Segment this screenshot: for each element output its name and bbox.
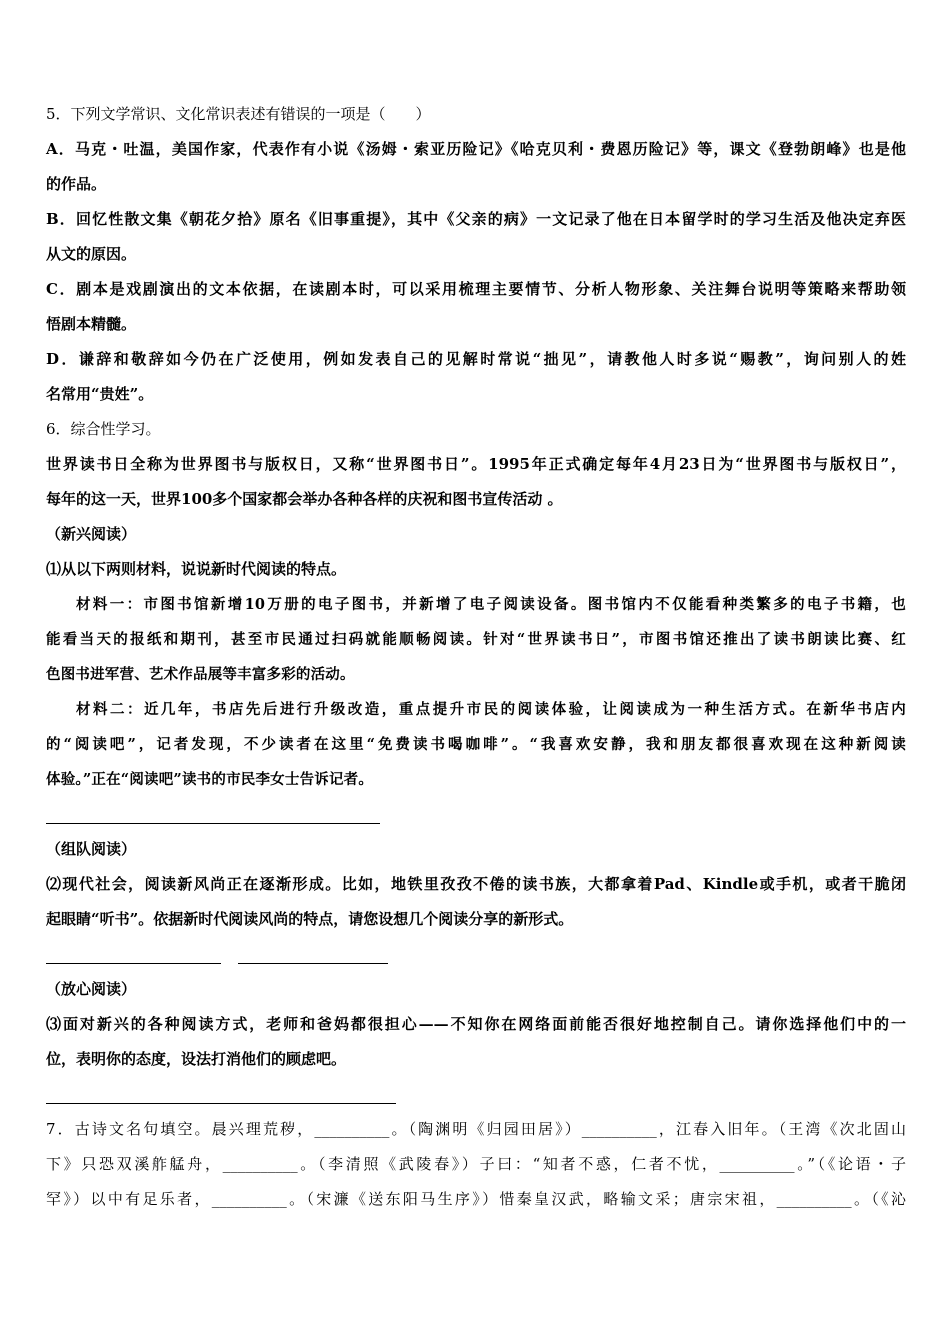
q6-sub3-line2: 位，表明你的态度，设法打消他们的顾虑吧。 — [46, 1050, 347, 1068]
option-d-text: 谦辞和敬辞如今仍在广泛使用，例如发表自己的见解时常说“拙见”，请教他人时多说“赐教”，询问别人的姓 — [78, 350, 906, 368]
q6-intro-line2: 每年的这一天，世界100多个国家都会举办各种各样的庆祝和图书宣传活动 。 — [46, 490, 563, 508]
option-d-letter: D． — [46, 350, 79, 368]
q6-sub2-line1: ⑵现代社会，阅读新风尚正在逐渐形成。比如，地铁里孜孜不倦的读书族，大都拿着Pad、Kindle或手机，或者干脆闭 — [46, 875, 906, 893]
option-c-text: 剧本是戏剧演出的文本依据，在读剧本时，可以采用梳理主要情节、分析人物形象、关注舞台说明等策略来帮助领 — [76, 280, 906, 298]
q5-option-b-line2: 从文的原因。 — [46, 245, 137, 263]
material-one-line2: 能看当天的报纸和期刊，甚至市民通过扫码就能顺畅阅读。针对“世界读书日”，市图书馆还推出了读书朗读比赛、红 — [46, 631, 906, 648]
q6-sub3-line1: ⑶面对新兴的各种阅读方式，老师和爸妈都很担心——不知你在网络面前能否很好地控制自己。请你选择他们中的一 — [46, 1015, 906, 1033]
material-one-line3: 色图书进军营、艺术作品展等丰富多彩的活动。 — [46, 666, 355, 683]
q5-option-a-line2: 的作品。 — [46, 175, 107, 193]
q5-option-c-line2: 悟剧本精髓。 — [46, 315, 137, 333]
q5-option-d-line2: 名常用“贵姓”。 — [46, 385, 154, 403]
q6-sub2-line2: 起眼睛“听书”。依据新时代阅读风尚的特点，请您设想几个阅读分享的新形式。 — [46, 910, 574, 928]
q7-line1: 7．古诗文名句填空。晨兴理荒秽，__________。（陶渊明《归园田居》）__________，江春入旧年。（王湾《次北固山 — [46, 1120, 906, 1138]
answer-area-1[interactable] — [46, 797, 906, 832]
material-two-line2: 的“阅读吧”，记者发现，不少读者在这里“免费读书喝咖啡”。“我喜欢安静，我和朋友都很喜欢现在这种新阅读 — [46, 736, 906, 753]
q6-stem: 6．综合性学习。 — [46, 420, 161, 438]
option-b-text: 回忆性散文集《朝花夕拾》原名《旧事重提》，其中《父亲的病》一文记录了他在日本留学时的学习生活及他决定弃医 — [75, 210, 906, 228]
option-b-letter: B． — [46, 210, 76, 228]
answer-area-2[interactable] — [46, 937, 906, 972]
q6-intro-line1: 世界读书日全称为世界图书与版权日，又称“世界图书日”。1995年正式确定每年4月23日为“世界图书与版权日”， — [46, 455, 906, 473]
q5-option-a-line1[interactable] — [46, 132, 906, 167]
section-title-new-reading: （新兴阅读） — [46, 525, 137, 543]
q7-line2: 下》只恐双溪舴艋舟，__________。（李清照《武陵春》）子曰：“知者不惑，仁者不忧，__________。”（《论语・子 — [46, 1155, 906, 1173]
section-title-team-reading: （组队阅读） — [46, 840, 137, 858]
material-one-line1: 材料一：市图书馆新增10万册的电子图书，并新增了电子阅读设备。图书馆内不仅能看种类繁多的电子书籍，也 — [76, 596, 906, 613]
option-a-text: 马克・吐温，美国作家，代表作有小说《汤姆・索亚历险记》《哈克贝利・费恩历险记》等，课文《登勃朗峰》也是他 — [74, 140, 906, 158]
answer-line[interactable] — [46, 1103, 396, 1104]
q6-sub1-prompt: ⑴从以下两则材料，说说新时代阅读的特点。 — [46, 560, 347, 578]
q5-option-c-line1[interactable] — [46, 272, 906, 307]
answer-line[interactable] — [238, 963, 388, 964]
q5-stem: 5．下列文学常识、文化常识表述有错误的一项是（ ） — [46, 105, 431, 123]
q7-line3: 罕》）以中有足乐者，__________。（宋濂《送东阳马生序》）惜秦皇汉武，略输文采；唐宗宋祖，__________。（《沁 — [46, 1190, 906, 1208]
answer-area-3[interactable] — [46, 1077, 906, 1112]
material-two-line3: 体验。”正在“阅读吧”读书的市民李女士告诉记者。 — [46, 771, 374, 788]
exam-page — [46, 97, 906, 1217]
option-a-letter: A． — [46, 140, 75, 158]
answer-line[interactable] — [46, 963, 221, 964]
q5-option-d-line1[interactable] — [46, 342, 906, 377]
section-title-safe-reading: （放心阅读） — [46, 980, 137, 998]
q5-option-b-line1[interactable] — [46, 202, 906, 237]
answer-line[interactable] — [46, 823, 380, 824]
option-c-letter: C． — [46, 280, 77, 298]
material-two-line1: 材料二：近几年，书店先后进行升级改造，重点提升市民的阅读体验，让阅读成为一种生活方式。在新华书店内 — [76, 701, 906, 718]
